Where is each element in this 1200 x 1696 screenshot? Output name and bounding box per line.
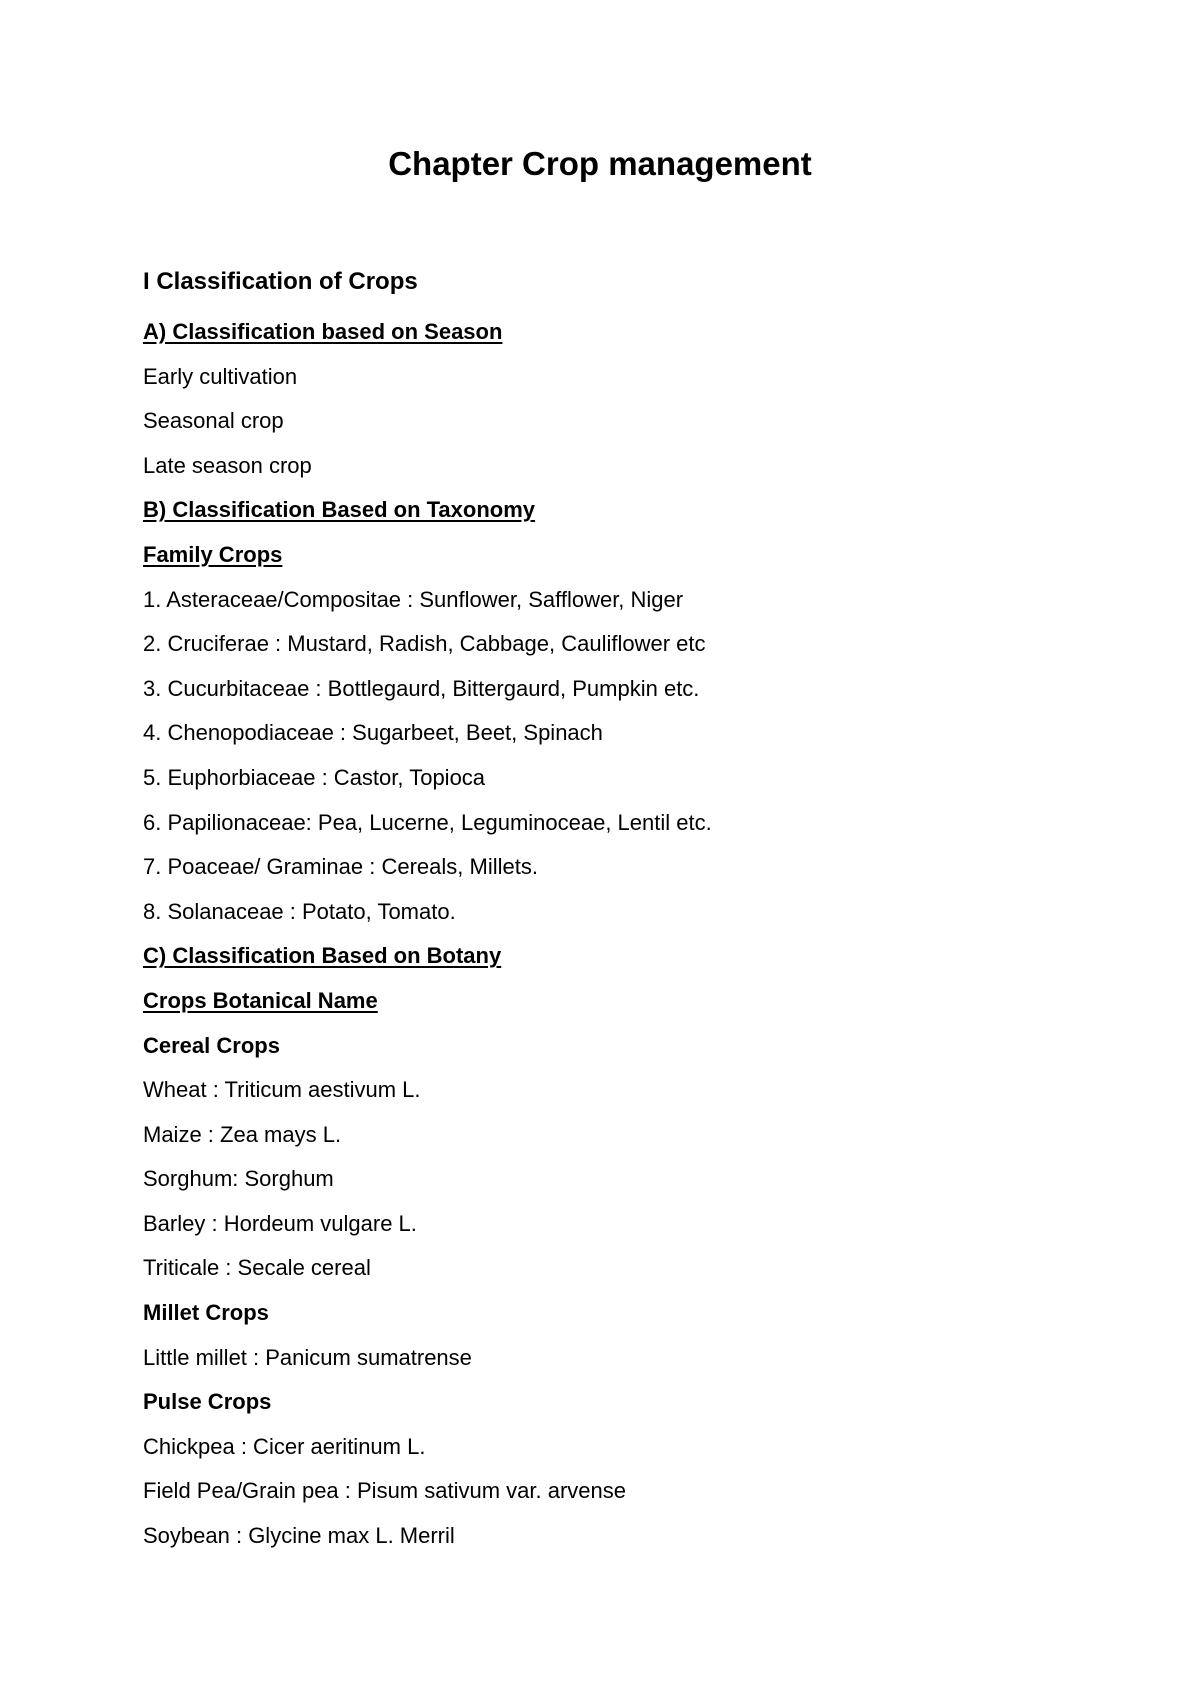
group-heading-pulse: Pulse Crops: [143, 1389, 272, 1415]
list-item: 4. Chenopodiaceae : Sugarbeet, Beet, Spinach: [143, 720, 603, 746]
list-item: 6. Papilionaceae: Pea, Lucerne, Leguminoceae, Lentil etc.: [143, 809, 712, 835]
list-item: Little millet : Panicum sumatrense: [143, 1344, 472, 1370]
subheading-botany: C) Classification Based on Botany: [143, 943, 502, 969]
group-heading-cereal: Cereal Crops: [143, 1032, 280, 1058]
list-item: Late season crop: [143, 452, 312, 478]
list-item: Chickpea : Cicer aeritinum L.: [143, 1433, 426, 1459]
list-item: Seasonal crop: [143, 408, 284, 434]
section-heading: I Classification of Crops: [143, 268, 418, 295]
subheading-family-crops: Family Crops: [143, 541, 283, 567]
list-item: Field Pea/Grain pea : Pisum sativum var. arvense: [143, 1478, 626, 1504]
list-item: Wheat : Triticum aestivum L.: [143, 1077, 421, 1103]
group-heading-millet: Millet Crops: [143, 1300, 269, 1326]
list-item: Soybean : Glycine max L. Merril: [143, 1523, 455, 1549]
list-item: Barley : Hordeum vulgare L.: [143, 1210, 417, 1236]
list-item: 8. Solanaceae : Potato, Tomato.: [143, 898, 456, 924]
subheading-botanical-name: Crops Botanical Name: [143, 987, 378, 1013]
page-title: Chapter Crop management: [388, 145, 812, 182]
content-body: [143, 260, 1143, 1559]
list-item: 1. Asteraceae/Compositae : Sunflower, Safflower, Niger: [143, 586, 684, 612]
list-item: Maize : Zea mays L.: [143, 1121, 342, 1147]
list-item: Sorghum: Sorghum: [143, 1166, 334, 1192]
list-item: 5. Euphorbiaceae : Castor, Topioca: [143, 764, 486, 790]
list-item: Early cultivation: [143, 363, 298, 389]
subheading-season: A) Classification based on Season: [143, 319, 503, 344]
list-item: 7. Poaceae/ Graminae : Cereals, Millets.: [143, 854, 538, 880]
subheading-taxonomy: B) Classification Based on Taxonomy: [143, 497, 536, 523]
list-item: 2. Cruciferae : Mustard, Radish, Cabbage, Cauliflower etc: [143, 631, 706, 657]
list-item: 3. Cucurbitaceae : Bottlegaurd, Bittergaurd, Pumpkin etc.: [143, 675, 700, 701]
list-item: Triticale : Secale cereal: [143, 1255, 371, 1281]
